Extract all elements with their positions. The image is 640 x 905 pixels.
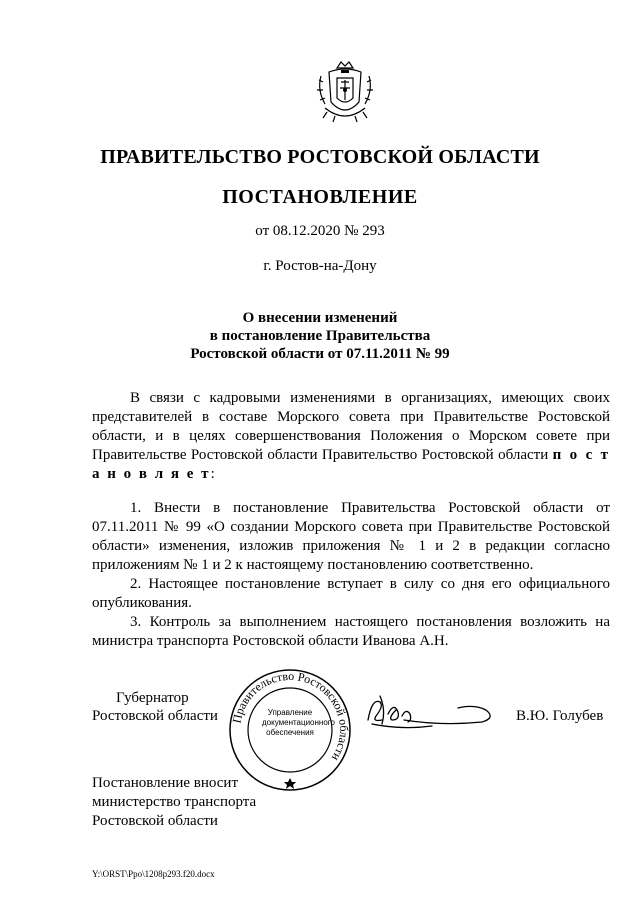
decree-items [92,499,610,651]
decree-colon: : [210,466,215,482]
document-subject [0,309,640,363]
subject-line: Ростовской области от 07.11.2011 № 99 [190,346,450,362]
submitted-line: министерство транспорта [92,794,257,810]
stamp-inner-line: Управление [267,708,313,717]
coat-of-arms-icon [311,58,379,126]
stamp-inner-line: документационного [262,718,335,727]
decree-item-text: 2. Настоящее постановление вступает в силу со дня его официального опубликования. [92,576,610,611]
governor-name: В.Ю. Голубев [516,708,604,724]
handwritten-signature-icon [362,690,500,734]
date-number: от 08.12.2020 № 293 [255,223,385,239]
subject-line: О внесении изменений [242,310,398,326]
document-type-heading: ПОСТАНОВЛЕНИЕ [222,186,418,208]
file-path: Y:\ORST\Ppo\1208p293.f20.docx [92,869,215,879]
subject-line: в постановление Правительства [209,328,431,344]
submitted-by [92,774,256,831]
decree-item [92,613,610,651]
decree-item [92,575,610,613]
organization-heading: ПРАВИТЕЛЬСТВО РОСТОВСКОЙ ОБЛАСТИ [100,146,540,168]
preamble-text: В связи с кадровыми изменениями в организациях, имеющих своих представителей в составе Морского совета при Правительстве Ростовской области, и в целях совершенствования Положения о Морском совете при Правительстве Ростовской области Правительство Ростовской области [92,390,610,463]
governor-region: Ростовской области [92,708,218,724]
stamp-outer-text: Правительство Ростовской области [229,668,352,764]
decree-word: п о с т а н о в л я е т [92,447,611,482]
submitted-line: Постановление вносит [92,775,239,791]
governor-title: Губернатор [116,690,189,706]
stamp-inner-line: обеспечения [266,728,314,737]
decree-item [92,499,610,575]
submitted-line: Ростовской области [92,813,218,829]
city: г. Ростов-на-Дону [263,258,377,274]
decree-item-text: 1. Внести в постановление Правительства Ростовской области от 07.11.2011 № 99 «О создании Морского совета при Правительстве Ростовской области» изменения, изложив приложения № 1 и 2 в редакции согласно приложениям № 1 и 2 к настоящему постановлению соответственно. [92,500,610,573]
stamp-inner-text [262,708,335,752]
preamble-paragraph [92,389,610,484]
decree-item-text: 3. Контроль за выполнением настоящего постановления возложить на министра транспорта Ростовской области Иванова А.Н. [92,614,610,649]
